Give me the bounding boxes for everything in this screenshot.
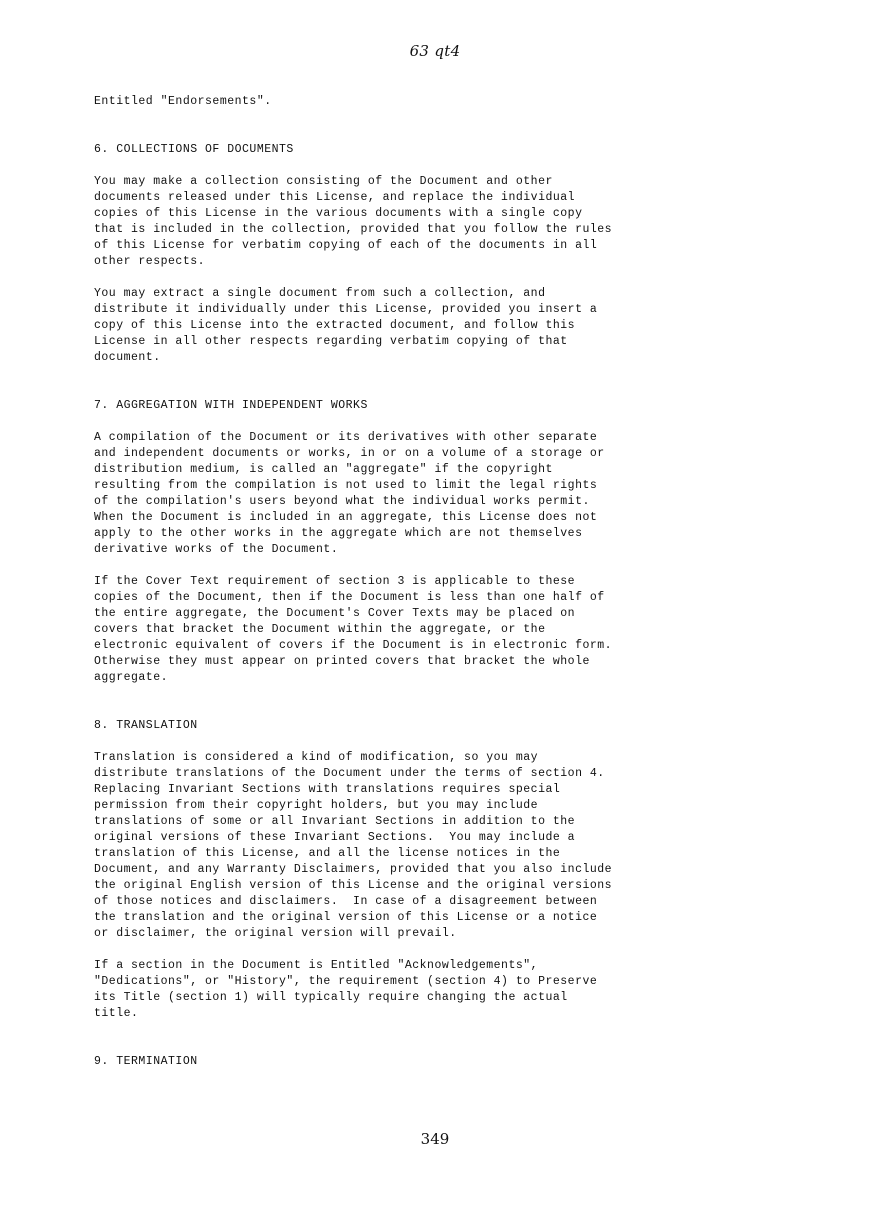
section-heading-9 [94, 1054, 794, 1070]
text-line: the translation and the original version of this License or a notice [94, 911, 598, 924]
text-line: aggregate. [94, 671, 169, 684]
text-line: License in all other respects regarding verbatim copying of that [94, 335, 568, 348]
text-line: translations of some or all Invariant Sections in addition to the [94, 815, 576, 828]
text-line: derivative works of the Document. [94, 543, 339, 556]
running-header: 63 qt4 [409, 42, 461, 60]
text-line: Entitled "Endorsements". [94, 95, 272, 108]
text-line: If the Cover Text requirement of section 3 is applicable to these [94, 575, 576, 588]
paragraph [94, 750, 794, 942]
text-line: Replacing Invariant Sections with translations requires special [94, 783, 561, 796]
text-line: distribute translations of the Document under the terms of section 4. [94, 767, 605, 780]
page-number: 349 [420, 1130, 450, 1148]
text-line: and independent documents or works, in or on a volume of a storage or [94, 447, 605, 460]
text-line: document. [94, 351, 161, 364]
paragraph [94, 430, 794, 558]
paragraph [94, 574, 794, 686]
section-heading-8 [94, 718, 794, 734]
text-line: Document, and any Warranty Disclaimers, provided that you also include [94, 863, 613, 876]
continuation-line [94, 94, 794, 110]
text-line: You may make a collection consisting of the Document and other [94, 175, 553, 188]
spacer [94, 158, 794, 174]
text-line: If a section in the Document is Entitled "Acknowledgements", [94, 959, 539, 972]
text-line: copy of this License into the extracted document, and follow this [94, 319, 576, 332]
text-line: When the Document is included in an aggregate, this License does not [94, 511, 598, 524]
section-heading-7 [94, 398, 794, 414]
spacer [94, 270, 794, 286]
text-line: Otherwise they must appear on printed covers that bracket the whole [94, 655, 590, 668]
spacer [94, 110, 794, 142]
text-line: its Title (section 1) will typically require changing the actual [94, 991, 568, 1004]
text-line: the original English version of this License and the original versions [94, 879, 613, 892]
heading-text: 6. COLLECTIONS OF DOCUMENTS [94, 143, 294, 156]
text-line: distribute it individually under this License, provided you insert a [94, 303, 598, 316]
text-line: You may extract a single document from such a collection, and [94, 287, 546, 300]
heading-text: 8. TRANSLATION [94, 719, 198, 732]
text-line: or disclaimer, the original version will prevail. [94, 927, 457, 940]
text-line: other respects. [94, 255, 206, 268]
text-line: that is included in the collection, provided that you follow the rules [94, 223, 613, 236]
text-line: distribution medium, is called an "aggregate" if the copyright [94, 463, 553, 476]
spacer [94, 558, 794, 574]
text-line: covers that bracket the Document within the aggregate, or the [94, 623, 546, 636]
text-line: the entire aggregate, the Document's Cover Texts may be placed on [94, 607, 576, 620]
text-line: of the compilation's users beyond what the individual works permit. [94, 495, 590, 508]
text-line: "Dedications", or "History", the requirement (section 4) to Preserve [94, 975, 598, 988]
text-line: copies of the Document, then if the Document is less than one half of [94, 591, 605, 604]
text-line: permission from their copyright holders, but you may include [94, 799, 539, 812]
text-line: apply to the other works in the aggregate which are not themselves [94, 527, 583, 540]
document-body [94, 94, 794, 1070]
paragraph [94, 174, 794, 270]
paragraph [94, 958, 794, 1022]
text-line: resulting from the compilation is not used to limit the legal rights [94, 479, 598, 492]
text-line: of those notices and disclaimers. In case of a disagreement between [94, 895, 598, 908]
text-line: original versions of these Invariant Sections. You may include a [94, 831, 576, 844]
heading-text: 9. TERMINATION [94, 1055, 198, 1068]
text-line: documents released under this License, and replace the individual [94, 191, 576, 204]
text-line: A compilation of the Document or its derivatives with other separate [94, 431, 598, 444]
text-line: copies of this License in the various documents with a single copy [94, 207, 583, 220]
section-heading-6 [94, 142, 794, 158]
spacer [94, 366, 794, 398]
text-line: of this License for verbatim copying of each of the documents in all [94, 239, 598, 252]
spacer [94, 1022, 794, 1054]
text-line: Translation is considered a kind of modification, so you may [94, 751, 539, 764]
spacer [94, 942, 794, 958]
text-line: title. [94, 1007, 139, 1020]
heading-text: 7. AGGREGATION WITH INDEPENDENT WORKS [94, 399, 368, 412]
spacer [94, 414, 794, 430]
text-line: electronic equivalent of covers if the Document is in electronic form. [94, 639, 613, 652]
spacer [94, 734, 794, 750]
spacer [94, 686, 794, 718]
paragraph [94, 286, 794, 366]
text-line: translation of this License, and all the license notices in the [94, 847, 561, 860]
